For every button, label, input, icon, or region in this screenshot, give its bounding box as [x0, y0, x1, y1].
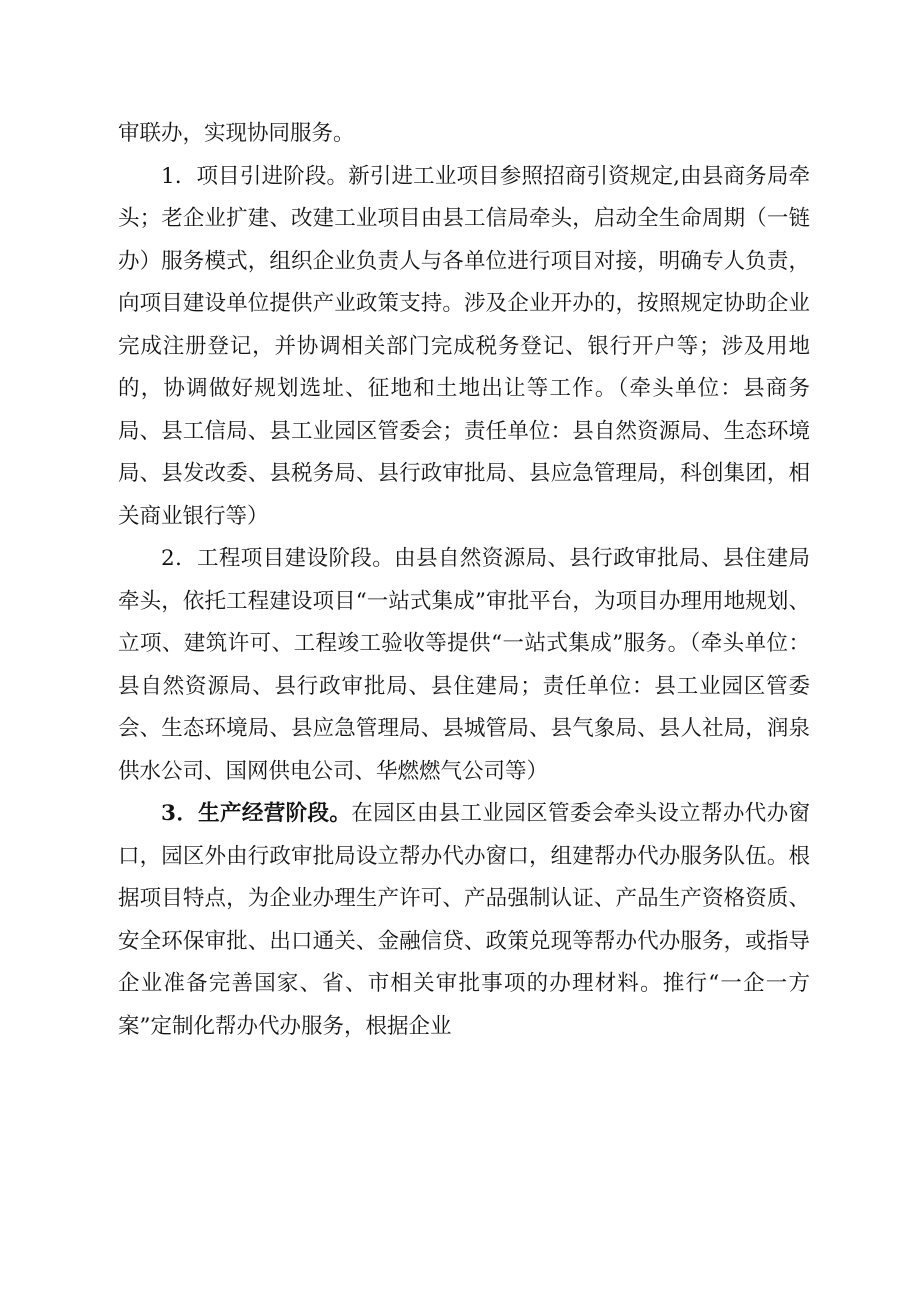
- paragraph-text: 在园区由县工业园区管委会牵头设立帮办代办窗口，园区外由行政审批局设立帮办代办窗口，组建帮办代办服务队伍。根据项目特点，为企业办理生产许可、产品强制认证、产品生产资格资质、安全环保审批、出口通关、金融信贷、政策兑现等帮办代办服务，或指导企业准备完善国家、省、市相关审批事项的办理材料。推行“一企一方案”定制化帮办代办服务，根据企业: [118, 801, 810, 1039]
- paragraph-lead-heading: 3．生产经营阶段。: [161, 801, 352, 826]
- paragraph-production-operation: [118, 793, 810, 1048]
- paragraph-project-construction: [118, 538, 810, 793]
- paragraph-continuation: [118, 113, 810, 156]
- paragraph-text: 2．工程项目建设阶段。由县自然资源局、县行政审批局、县住建局牵头，依托工程建设项目“一站式集成”审批平台，为项目办理用地规划、立项、建筑许可、工程竣工验收等提供“一站式集成”服务。（牵头单位：县自然资源局、县行政审批局、县住建局；责任单位：县工业园区管委会、生态环境局、县应急管理局、县城管局、县气象局、县人社局，润泉供水公司、国网供电公司、华燃燃气公司等）: [118, 546, 810, 784]
- paragraph-text: 1．项目引进阶段。新引进工业项目参照招商引资规定,由县商务局牵头；老企业扩建、改建工业项目由县工信局牵头，启动全生命周期（一链办）服务模式，组织企业负责人与各单位进行项目对接，明确专人负责，向项目建设单位提供产业政策支持。涉及企业开办的，按照规定协助企业完成注册登记，并协调相关部门完成税务登记、银行开户等；涉及用地的，协调做好规划选址、征地和土地出让等工作。（牵头单位：县商务局、县工信局、县工业园区管委会；责任单位：县自然资源局、生态环境局、县发改委、县税务局、县行政审批局、县应急管理局，科创集团，相关商业银行等）: [118, 163, 810, 529]
- paragraph-project-introduction: [118, 156, 810, 539]
- paragraph-text: 审联办，实现协同服务。: [118, 121, 355, 146]
